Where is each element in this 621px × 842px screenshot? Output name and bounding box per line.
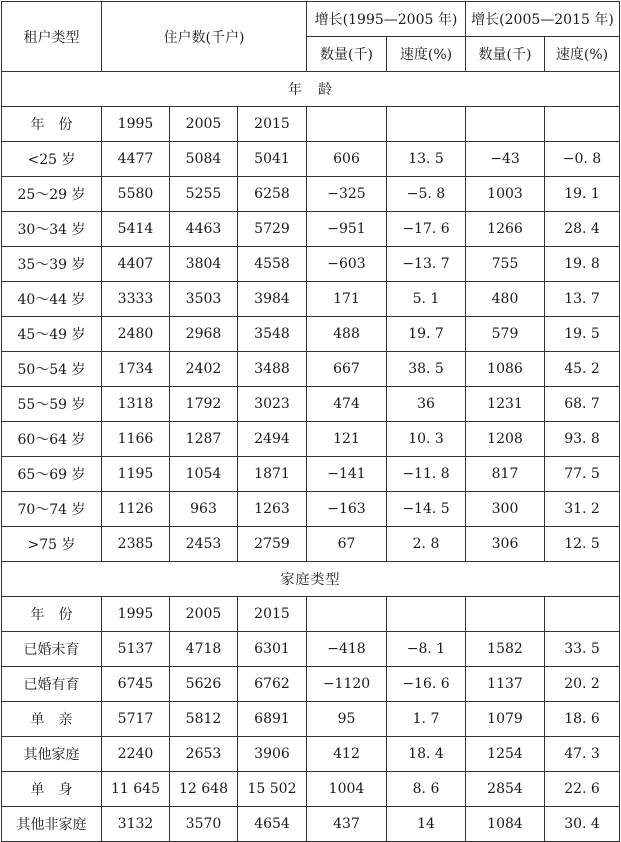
table-cell — [466, 597, 545, 632]
table-cell: −418 — [307, 632, 387, 667]
table-cell: 38. 5 — [387, 352, 466, 387]
table-cell: 77. 5 — [545, 457, 620, 492]
age-row — [2, 142, 620, 177]
table-cell: 2005 — [170, 107, 238, 142]
table-cell: 667 — [307, 352, 387, 387]
age-row — [2, 457, 620, 492]
table-cell: 480 — [466, 282, 545, 317]
row-label: 单 亲 — [2, 702, 102, 737]
header-growth-1995-2005: 增长(1995—2005 年) — [307, 2, 466, 37]
age-row — [2, 177, 620, 212]
table-cell: 1208 — [466, 422, 545, 457]
table-cell — [387, 107, 466, 142]
table-cell: 1126 — [102, 492, 170, 527]
table-cell: −13. 7 — [387, 247, 466, 282]
table-cell: 93. 8 — [545, 422, 620, 457]
table-cell: 2854 — [466, 772, 545, 807]
table-cell: 95 — [307, 702, 387, 737]
table-cell: −11. 8 — [387, 457, 466, 492]
table-cell: 5812 — [170, 702, 238, 737]
table-cell: 1871 — [238, 457, 307, 492]
table-cell: 1086 — [466, 352, 545, 387]
table-cell: −8. 1 — [387, 632, 466, 667]
table-cell: 300 — [466, 492, 545, 527]
table-cell: 1195 — [102, 457, 170, 492]
table-cell: 5084 — [170, 142, 238, 177]
table-cell: 1287 — [170, 422, 238, 457]
table-cell: 33. 5 — [545, 632, 620, 667]
table-cell: 19. 8 — [545, 247, 620, 282]
table-cell: 18. 4 — [387, 737, 466, 772]
table-cell — [545, 107, 620, 142]
table-cell: 1079 — [466, 702, 545, 737]
row-label: 年 份 — [2, 597, 102, 632]
table-cell: 6891 — [238, 702, 307, 737]
table-cell: 5729 — [238, 212, 307, 247]
table-cell: −325 — [307, 177, 387, 212]
table-cell: 1792 — [170, 387, 238, 422]
row-label: 40～44 岁 — [2, 282, 102, 317]
family-row — [2, 737, 620, 772]
table-cell — [466, 107, 545, 142]
header-type: 租户类型 — [2, 2, 102, 72]
table-cell: 2240 — [102, 737, 170, 772]
table-cell: 755 — [466, 247, 545, 282]
table-cell: −43 — [466, 142, 545, 177]
row-label: 年 份 — [2, 107, 102, 142]
table-cell: 5137 — [102, 632, 170, 667]
row-label: 45～49 岁 — [2, 317, 102, 352]
table-cell: 5255 — [170, 177, 238, 212]
age-row — [2, 352, 620, 387]
table-cell: −16. 6 — [387, 667, 466, 702]
table-cell: 2. 8 — [387, 527, 466, 562]
age-row — [2, 492, 620, 527]
table-cell: 3570 — [170, 807, 238, 842]
table-cell: 19. 7 — [387, 317, 466, 352]
table-cell: 2005 — [170, 597, 238, 632]
table-cell: 606 — [307, 142, 387, 177]
age-row — [2, 387, 620, 422]
table-cell: 579 — [466, 317, 545, 352]
table-cell: 1137 — [466, 667, 545, 702]
table-cell: 12. 5 — [545, 527, 620, 562]
section-age-row — [2, 72, 620, 107]
table-cell: 4558 — [238, 247, 307, 282]
row-label: 其他家庭 — [2, 737, 102, 772]
family-row — [2, 807, 620, 842]
table-cell — [387, 597, 466, 632]
age-row — [2, 247, 620, 282]
header-households: 住户数(千户) — [102, 2, 307, 72]
table-cell: 31. 2 — [545, 492, 620, 527]
table-cell: 6745 — [102, 667, 170, 702]
table-cell: 1995 — [102, 107, 170, 142]
table-cell: 1254 — [466, 737, 545, 772]
table-cell — [545, 597, 620, 632]
table-cell: −5. 8 — [387, 177, 466, 212]
table-cell: 47. 3 — [545, 737, 620, 772]
table-cell: 1166 — [102, 422, 170, 457]
table-cell: 817 — [466, 457, 545, 492]
table-cell: 2402 — [170, 352, 238, 387]
table-cell: 3548 — [238, 317, 307, 352]
table-cell: −1120 — [307, 667, 387, 702]
table-cell: 4477 — [102, 142, 170, 177]
table-cell: 1054 — [170, 457, 238, 492]
table-cell: 3503 — [170, 282, 238, 317]
row-label: >75 岁 — [2, 527, 102, 562]
table-cell: 20. 2 — [545, 667, 620, 702]
table-cell: 19. 1 — [545, 177, 620, 212]
table-cell: 121 — [307, 422, 387, 457]
table-cell: 30. 4 — [545, 807, 620, 842]
table-cell: 4407 — [102, 247, 170, 282]
family-row — [2, 632, 620, 667]
row-label: <25 岁 — [2, 142, 102, 177]
age-row — [2, 282, 620, 317]
table-cell: 45. 2 — [545, 352, 620, 387]
header-count-2: 数量(千) — [466, 37, 545, 72]
age-row — [2, 527, 620, 562]
table-cell: −17. 6 — [387, 212, 466, 247]
table-cell: 1231 — [466, 387, 545, 422]
table-cell: 1084 — [466, 807, 545, 842]
table-cell: 10. 3 — [387, 422, 466, 457]
table-cell: 1266 — [466, 212, 545, 247]
household-table — [1, 1, 620, 842]
table-cell: 5414 — [102, 212, 170, 247]
row-label: 其他非家庭 — [2, 807, 102, 842]
table-cell: 14 — [387, 807, 466, 842]
table-cell: 36 — [387, 387, 466, 422]
section-family: 家庭类型 — [2, 562, 620, 597]
table-cell: 171 — [307, 282, 387, 317]
table-cell: 5. 1 — [387, 282, 466, 317]
table-cell: 2385 — [102, 527, 170, 562]
table-cell: 3804 — [170, 247, 238, 282]
table-cell: 3132 — [102, 807, 170, 842]
table-cell: 22. 6 — [545, 772, 620, 807]
table-cell: −14. 5 — [387, 492, 466, 527]
table-cell: 474 — [307, 387, 387, 422]
table-cell: 2015 — [238, 597, 307, 632]
table-cell: 12 648 — [170, 772, 238, 807]
row-label: 35～39 岁 — [2, 247, 102, 282]
row-label: 已婚有育 — [2, 667, 102, 702]
table-cell: 2480 — [102, 317, 170, 352]
table-cell: 67 — [307, 527, 387, 562]
table-cell: −951 — [307, 212, 387, 247]
table-cell: 6258 — [238, 177, 307, 212]
age-row — [2, 422, 620, 457]
table-cell: 306 — [466, 527, 545, 562]
table-cell: −603 — [307, 247, 387, 282]
table-cell: 3906 — [238, 737, 307, 772]
family-row — [2, 772, 620, 807]
table-cell: −141 — [307, 457, 387, 492]
table-cell: 2759 — [238, 527, 307, 562]
table-cell: 4463 — [170, 212, 238, 247]
age-row — [2, 317, 620, 352]
header-count-1: 数量(千) — [307, 37, 387, 72]
table-cell: 4654 — [238, 807, 307, 842]
section-age: 年 龄 — [2, 72, 620, 107]
row-label: 65～69 岁 — [2, 457, 102, 492]
table-cell — [307, 107, 387, 142]
table-cell: 68. 7 — [545, 387, 620, 422]
table-cell: 5626 — [170, 667, 238, 702]
table-cell: 19. 5 — [545, 317, 620, 352]
family-row — [2, 667, 620, 702]
table-cell: 1004 — [307, 772, 387, 807]
table-cell: 1003 — [466, 177, 545, 212]
table-cell: 5041 — [238, 142, 307, 177]
table-cell: 1734 — [102, 352, 170, 387]
family-row — [2, 702, 620, 737]
table-cell: 3023 — [238, 387, 307, 422]
table-cell: 6762 — [238, 667, 307, 702]
table-cell: 15 502 — [238, 772, 307, 807]
table-cell: 1582 — [466, 632, 545, 667]
row-label: 60～64 岁 — [2, 422, 102, 457]
age-row — [2, 107, 620, 142]
header-rate-1: 速度(%) — [387, 37, 466, 72]
table-cell: 2015 — [238, 107, 307, 142]
section-family-row — [2, 562, 620, 597]
table-cell: 2494 — [238, 422, 307, 457]
table-cell: 1318 — [102, 387, 170, 422]
row-label: 30～34 岁 — [2, 212, 102, 247]
row-label: 已婚未育 — [2, 632, 102, 667]
header-growth-2005-2015: 增长(2005—2015 年) — [466, 2, 620, 37]
header-rate-2: 速度(%) — [545, 37, 620, 72]
table-cell: 18. 6 — [545, 702, 620, 737]
table-cell: 3333 — [102, 282, 170, 317]
table-cell: 1. 7 — [387, 702, 466, 737]
table-cell: 1995 — [102, 597, 170, 632]
table-cell: 488 — [307, 317, 387, 352]
row-label: 55～59 岁 — [2, 387, 102, 422]
table-cell: −0. 8 — [545, 142, 620, 177]
table-cell: 11 645 — [102, 772, 170, 807]
age-row — [2, 212, 620, 247]
row-label: 70～74 岁 — [2, 492, 102, 527]
table-cell — [307, 597, 387, 632]
row-label: 50～54 岁 — [2, 352, 102, 387]
table-cell: 437 — [307, 807, 387, 842]
table-cell: 2653 — [170, 737, 238, 772]
table-cell: 963 — [170, 492, 238, 527]
header-row — [2, 2, 620, 37]
table-cell: −163 — [307, 492, 387, 527]
table-cell: 3984 — [238, 282, 307, 317]
table-cell: 13. 5 — [387, 142, 466, 177]
row-label: 单 身 — [2, 772, 102, 807]
table-cell: 2453 — [170, 527, 238, 562]
table-cell: 2968 — [170, 317, 238, 352]
table-cell: 5717 — [102, 702, 170, 737]
table-cell: 8. 6 — [387, 772, 466, 807]
table-cell: 5580 — [102, 177, 170, 212]
table-cell: 412 — [307, 737, 387, 772]
table-cell: 1263 — [238, 492, 307, 527]
table-cell: 6301 — [238, 632, 307, 667]
table-cell: 28. 4 — [545, 212, 620, 247]
family-row — [2, 597, 620, 632]
table-cell: 4718 — [170, 632, 238, 667]
table-cell: 3488 — [238, 352, 307, 387]
table-cell: 13. 7 — [545, 282, 620, 317]
row-label: 25～29 岁 — [2, 177, 102, 212]
